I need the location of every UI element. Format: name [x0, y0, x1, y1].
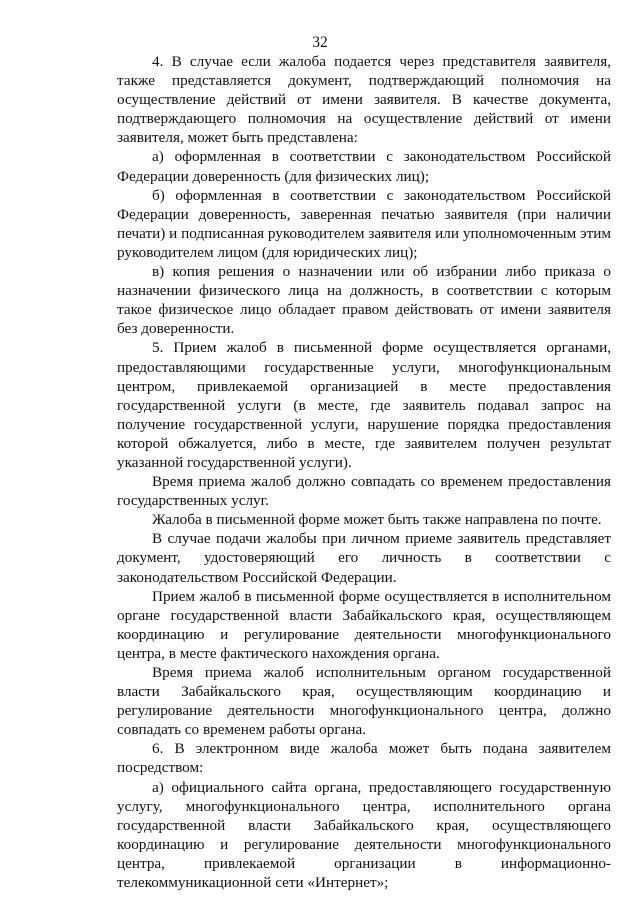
paragraph-4-representative: 4. В случае если жалоба подается через представителя заявителя, также представляется документ, подтверждающий полномочия на осуществление действий от имени заявителя. В качестве документа, подтверждающего полномочия на осуществление действий от имени заявителя, может быть представлена:: [117, 53, 611, 147]
paragraph-5-written-complaints: 5. Прием жалоб в письменной форме осуществляется органами, предоставляющими государственные услуги, многофункциональным центром, привлекаемой организацией в месте предоставления государственной услуги (в месте, где заявитель подавал запрос на получение государственной услуги, нарушение порядка предоставления которой обжалуется, либо в месте, где заявителем получен результат указанной государственной услуги).: [117, 339, 611, 471]
list-item-a-individuals: а) оформленная в соответствии с законодательством Российской Федерации доверенность (для физических лиц);: [117, 148, 611, 185]
list-item-c-appointment-copy: в) копия решения о назначении или об избрании либо приказа о назначении физического лица на должность, в соответствии с которым такое физическое лицо обладает правом действовать от имени заявителя без доверенности.: [117, 263, 611, 338]
paragraph-reception-time: Время приема жалоб должно совпадать со временем предоставления государственных услуг.: [117, 473, 611, 510]
page-number: 32: [312, 34, 328, 51]
paragraph-executive-body-time: Время приема жалоб исполнительным органом государственной власти Забайкальского края, осуществляющим координацию и регулирование деятельности многофункционального центра, должно совпадать со временем работы органа.: [117, 664, 611, 739]
list-item-a-official-website: а) официального сайта органа, предоставляющего государственную услугу, многофункционального центра, исполнительного органа государственной власти Забайкальского края, осуществляющего координацию и регулирование деятельности многофункционального центра, привлекаемой организации в информационно-телекоммуникационной сети «Интернет»;: [117, 778, 611, 892]
list-item-b-legal-entities: б) оформленная в соответствии с законодательством Российской Федерации доверенность, заверенная печатью заявителя (при наличии печати) и подписанная руководителем заявителя или уполномоченным этим руководителем лицом (для юридических лиц);: [117, 186, 611, 261]
paragraph-personal-reception: В случае подачи жалобы при личном приеме заявитель представляет документ, удостоверяющий его личность в соответствии с законодательством Российской Федерации.: [117, 530, 611, 586]
document-body: [117, 52, 611, 892]
paragraph-executive-body-reception: Прием жалоб в письменной форме осуществляется в исполнительном органе государственной власти Забайкальского края, осуществляющем координацию и регулирование деятельности многофункционального центра, в месте фактического нахождения органа.: [117, 587, 611, 662]
paragraph-6-electronic: 6. В электронном виде жалоба может быть подана заявителем посредством:: [117, 740, 611, 777]
paragraph-by-mail: Жалоба в письменной форме может быть также направлена по почте.: [152, 511, 602, 529]
